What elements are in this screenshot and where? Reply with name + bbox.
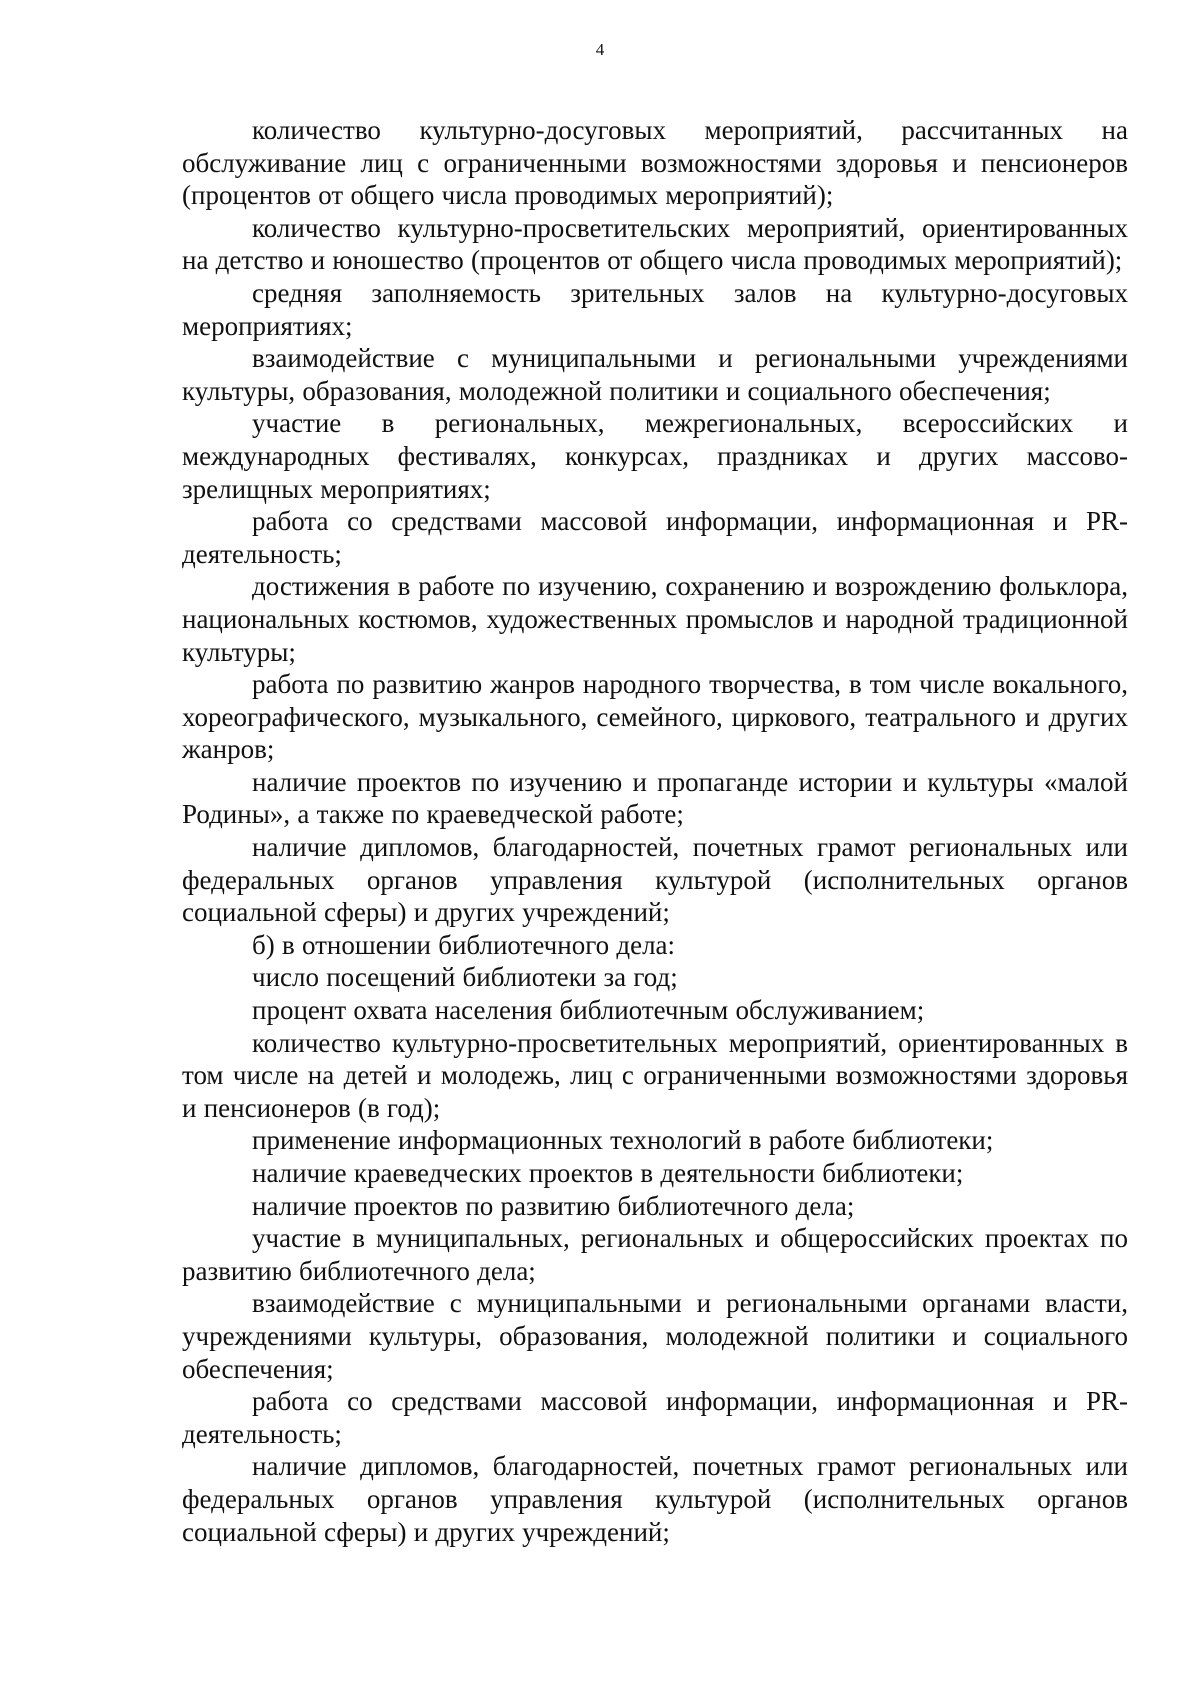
paragraph: достижения в работе по изучению, сохранению и возрождению фольклора, национальных костюмов, художественных промыслов и народной традиционной культуры; <box>182 571 1128 667</box>
paragraph: взаимодействие с муниципальными и региональными органами власти, учреждениями культуры, образования, молодежной политики и социального обеспечения; <box>182 1288 1128 1384</box>
paragraph: наличие дипломов, благодарностей, почетных грамот региональных или федеральных органов управления культурой (исполнительных органов социальной сферы) и других учреждений; <box>182 832 1128 928</box>
paragraph: работа со средствами массовой информации, информационная и PR-деятельность; <box>182 506 1128 569</box>
page-number: 4 <box>595 40 605 59</box>
section-heading: б) в отношении библиотечного дела: <box>252 929 676 960</box>
paragraph: наличие проектов по развитию библиотечного дела; <box>252 1190 855 1221</box>
paragraph: участие в региональных, межрегиональных, всероссийских и международных фестивалях, конкурсах, праздниках и других массово-зрелищных мероприятиях; <box>182 408 1128 504</box>
paragraph: работа со средствами массовой информации, информационная и PR-деятельность; <box>182 1386 1128 1449</box>
paragraph: средняя заполняемость зрительных залов на культурно-досуговых мероприятиях; <box>182 277 1128 341</box>
paragraph: количество культурно-досуговых мероприятий, рассчитанных на обслуживание лиц с ограниченными возможностями здоровья и пенсионеров (процентов от общего числа проводимых мероприятий); <box>182 115 1128 211</box>
paragraph: процент охвата населения библиотечным обслуживанием; <box>252 995 925 1026</box>
paragraph: число посещений библиотеки за год; <box>252 962 678 993</box>
paragraph: количество культурно-просветительских мероприятий, ориентированных на детство и юношество (процентов от общего числа проводимых мероприятий); <box>182 212 1128 276</box>
paragraph: взаимодействие с муниципальными и региональными учреждениями культуры, образования, молодежной политики и социального обеспечения; <box>182 343 1128 406</box>
paragraph: применение информационных технологий в работе библиотеки; <box>252 1125 994 1156</box>
paragraph: наличие проектов по изучению и пропаганде истории и культуры «малой Родины», а также по краеведческой работе; <box>182 766 1128 830</box>
paragraph: участие в муниципальных, региональных и общероссийских проектах по развитию библиотечного дела; <box>182 1223 1128 1286</box>
paragraph: наличие дипломов, благодарностей, почетных грамот региональных или федеральных органов управления культурой (исполнительных органов социальной сферы) и других учреждений; <box>182 1451 1128 1547</box>
paragraph: наличие краеведческих проектов в деятельности библиотеки; <box>252 1158 964 1188</box>
paragraph: работа по развитию жанров народного творчества, в том числе вокального, хореографического, музыкального, семейного, циркового, театрального и других жанров; <box>182 669 1128 765</box>
document-body <box>182 114 1128 1548</box>
paragraph: количество культурно-просветительных мероприятий, ориентированных в том числе на детей и молодежь, лиц с ограниченными возможностями здоровья и пенсионеров (в год); <box>182 1027 1128 1123</box>
